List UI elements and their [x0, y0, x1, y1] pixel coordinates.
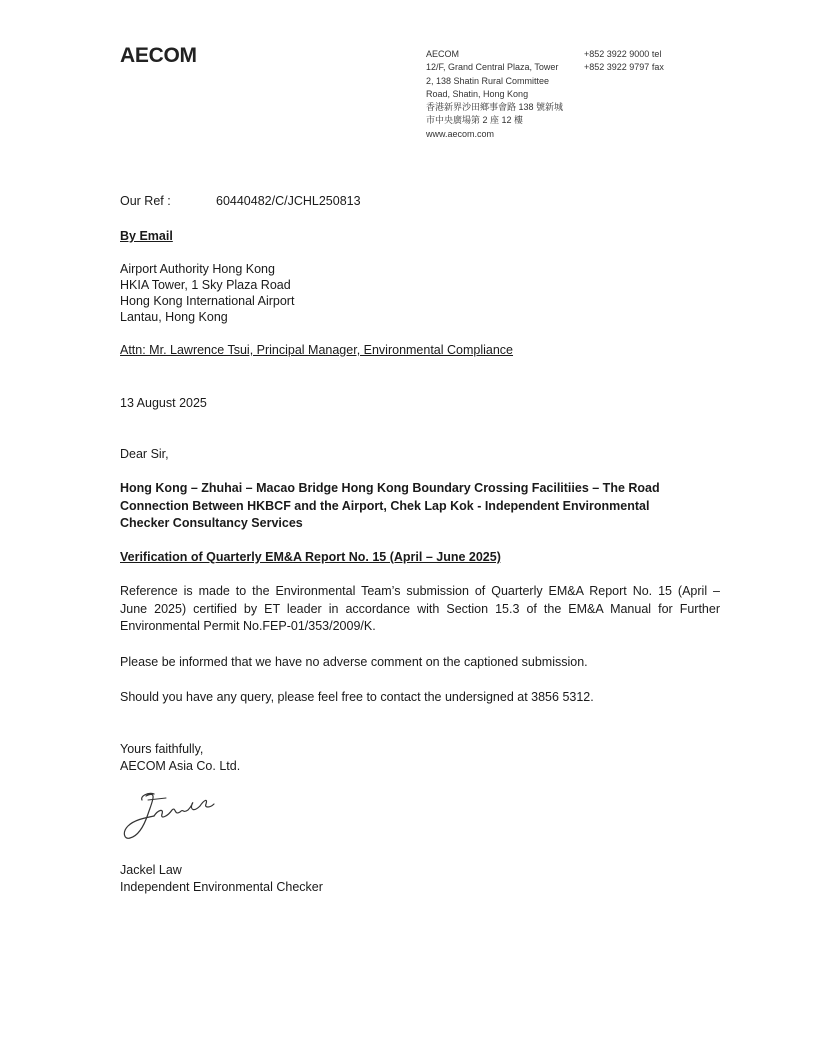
reference-label: Our Ref : — [120, 194, 171, 208]
company-contact — [584, 48, 664, 75]
company-name: AECOM Asia Co. Ltd. — [120, 759, 241, 773]
phone-fax: +852 3922 9797 fax — [584, 62, 664, 73]
address-line: 12/F, Grand Central Plaza, Tower — [426, 62, 559, 73]
valediction: Yours faithfully, — [120, 742, 204, 756]
subject-line: Connection Between HKBCF and the Airport, Chek Lap Kok - Independent Environmental — [120, 498, 650, 513]
salutation: Dear Sir, — [120, 447, 169, 461]
address-line: 香港新界沙田鄉事會路 138 號新城 — [426, 102, 564, 113]
recipient-line: Airport Authority Hong Kong — [120, 262, 275, 276]
delivery-method: By Email — [120, 229, 173, 243]
paragraph-line: June 2025) certified by ET leader in accordance with Section 15.3 of the EM&A Manual for Further — [120, 601, 720, 616]
aecom-logo: AECOM — [120, 44, 197, 67]
attention-line: Attn: Mr. Lawrence Tsui, Principal Manager, Environmental Compliance — [120, 343, 514, 357]
phone-tel: +852 3922 9000 tel — [584, 49, 662, 59]
recipient-line: Lantau, Hong Kong — [120, 310, 228, 324]
body-paragraph-1 — [120, 583, 720, 636]
recipient-line: Hong Kong International Airport — [120, 294, 295, 308]
company-address — [426, 48, 586, 141]
signatory-title: Independent Environmental Checker — [120, 880, 323, 894]
website-link[interactable]: www.aecom.com — [426, 128, 495, 139]
signatory-name: Jackel Law — [120, 863, 182, 877]
letter-date: 13 August 2025 — [120, 396, 207, 410]
recipient-line: HKIA Tower, 1 Sky Plaza Road — [120, 278, 291, 292]
subject-line: Checker Consultancy Services — [120, 516, 303, 530]
paragraph-line: Environmental Permit No.FEP-01/353/2009/K. — [120, 619, 376, 633]
verification-heading: Verification of Quarterly EM&A Report No. 15 (April – June 2025) — [120, 550, 501, 564]
body-paragraph-3: Should you have any query, please feel free to contact the undersigned at 3856 5312. — [120, 690, 594, 704]
body-paragraph-2: Please be informed that we have no adverse comment on the captioned submission. — [120, 655, 588, 669]
address-line: 市中央廣場第 2 座 12 樓 — [426, 115, 524, 126]
address-line: 2, 138 Shatin Rural Committee — [426, 75, 550, 86]
subject-block — [120, 480, 720, 533]
paragraph-line: Reference is made to the Environmental Team’s submission of Quarterly EM&A Report No. 15 (April – — [120, 584, 720, 598]
address-line: AECOM — [426, 49, 460, 59]
subject-line: Hong Kong – Zhuhai – Macao Bridge Hong Kong Boundary Crossing Facilitiies – The Road — [120, 481, 660, 495]
reference-value: 60440482/C/JCHL250813 — [216, 194, 361, 208]
address-line: Road, Shatin, Hong Kong — [426, 88, 529, 99]
handwritten-signature — [118, 786, 228, 848]
